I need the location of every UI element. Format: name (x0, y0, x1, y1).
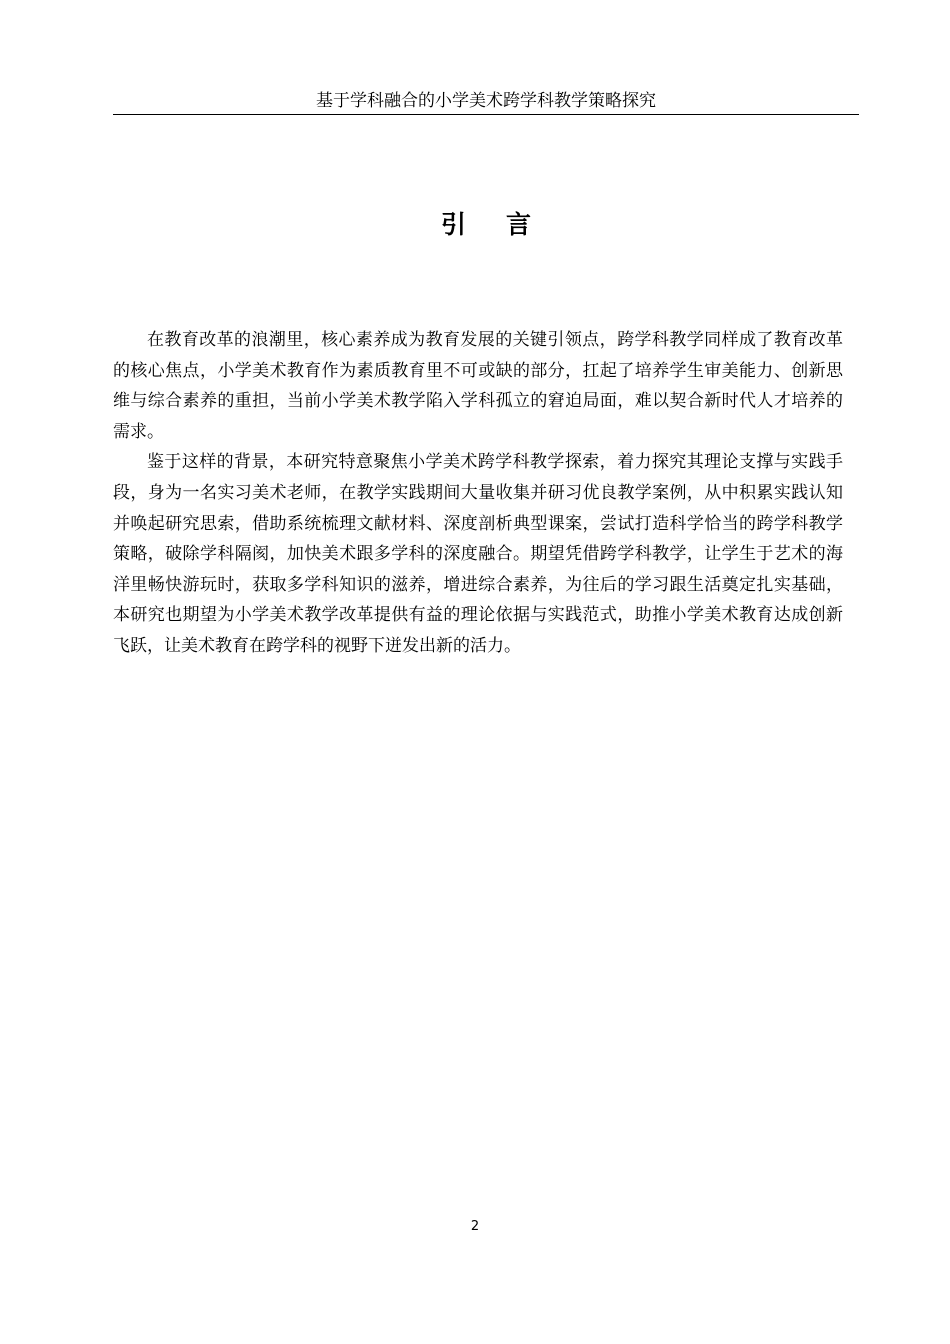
body-text (113, 325, 843, 662)
running-header (113, 90, 859, 115)
paragraph-1: 在教育改革的浪潮里，核心素养成为教育发展的关键引领点，跨学科教学同样成了教育改革的核心焦点，小学美术教育作为素质教育里不可或缺的部分，扛起了培养学生审美能力、创新思维与综合素养的重担，当前小学美术教学陷入学科孤立的窘迫局面，难以契合新时代人才培养的需求。 (113, 330, 843, 442)
section-title: 引言 (440, 210, 571, 239)
page-number: 2 (470, 1219, 480, 1234)
running-header-title: 基于学科融合的小学美术跨学科教学策略探究 (316, 91, 656, 111)
paragraph-2: 鉴于这样的背景，本研究特意聚焦小学美术跨学科教学探索，着力探究其理论支撑与实践手段，身为一名实习美术老师，在教学实践期间大量收集并研习优良教学案例，从中积累实践认知并唤起研究思索，借助系统梳理文献材料、深度剖析典型课案，尝试打造科学恰当的跨学科教学策略，破除学科隔阂，加快美术跟多学科的深度融合。期望凭借跨学科教学，让学生于艺术的海洋里畅快游玩时，获取多学科知识的滋养，增进综合素养，为往后的学习跟生活奠定扎实基础，本研究也期望为小学美术教学改革提供有益的理论依据与实践范式，助推小学美术教育达成创新飞跃，让美术教育在跨学科的视野下迸发出新的活力。 (113, 452, 843, 656)
